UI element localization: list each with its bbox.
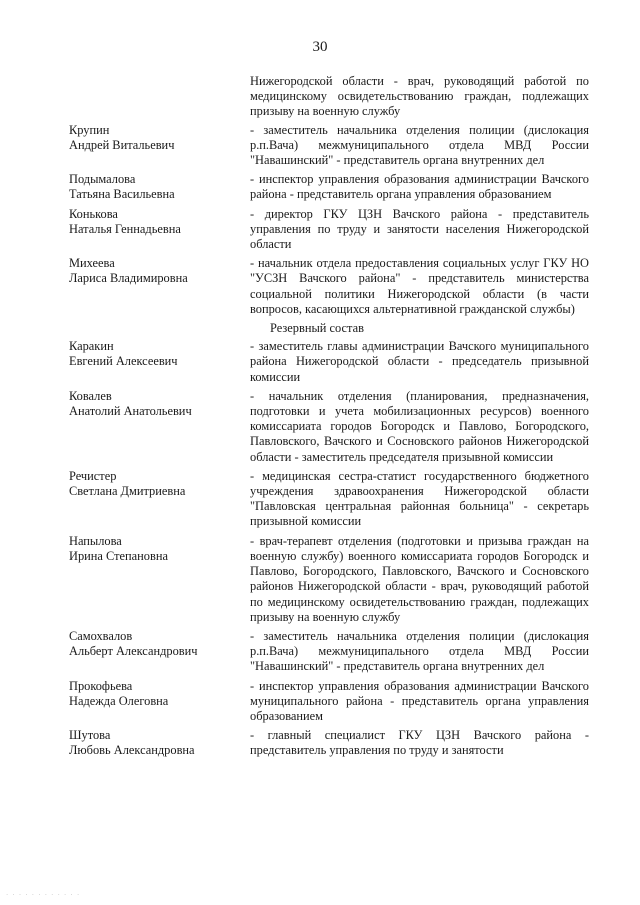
member-entry xyxy=(69,172,589,202)
member-role: - директор ГКУ ЦЗН Вачского района - представитель управления по труду и занятости населения Нижегородской области xyxy=(250,206,589,252)
member-name xyxy=(69,389,250,465)
member-name xyxy=(69,679,250,725)
reserve-entry xyxy=(69,534,589,625)
reserve-entry xyxy=(69,339,589,385)
member-surname: Напылова xyxy=(69,533,122,548)
member-entry xyxy=(69,123,589,169)
reserve-heading: Резервный состав xyxy=(270,321,364,336)
member-given-names: Альберт Александрович xyxy=(69,644,198,659)
member-surname: Ковалев xyxy=(69,388,112,403)
member-role: - инспектор управления образования администрации Вачского района - представитель органа управления образованием xyxy=(250,172,589,202)
member-role: - заместитель начальника отделения полиции (дислокация р.п.Вача) межмуниципального отдела МВД России "Навашинский" - представитель органа внутренних дел xyxy=(250,122,589,168)
member-entry xyxy=(69,256,589,317)
reserve-entry xyxy=(69,629,589,675)
member-role: - врач-терапевт отделения (подготовки и призыва граждан на военную службу) военного комиссариата городов Богородск и Павлово, Богородского, Павловского, Вачского и Сосновского районов Нижегородской области - врач, руководящий работой по медицинскому освидетельствованию граждан, подлежащих призыву на военную службу xyxy=(250,533,589,624)
member-surname: Прокофьева xyxy=(69,678,133,693)
member-surname: Подымалова xyxy=(69,172,136,187)
continuation-text: Нижегородской области - врач, руководящий работой по медицинскому освидетельствованию граждан, подлежащих призыву на военную службу xyxy=(250,74,589,119)
reserve-entry xyxy=(69,469,589,530)
member-surname: Шутова xyxy=(69,728,111,743)
member-name xyxy=(69,172,250,202)
member-surname: Михеева xyxy=(69,256,115,271)
main-members xyxy=(69,123,589,317)
member-surname: Речистер xyxy=(69,468,117,483)
member-name xyxy=(69,207,250,253)
member-name xyxy=(69,728,250,758)
member-name xyxy=(69,629,250,675)
member-given-names: Любовь Александровна xyxy=(69,743,195,758)
member-given-names: Светлана Дмитриевна xyxy=(69,484,186,499)
member-name xyxy=(69,256,250,317)
reserve-entry xyxy=(69,728,589,758)
member-given-names: Анатолий Анатольевич xyxy=(69,404,192,419)
member-name xyxy=(69,534,250,625)
member-given-names: Лариса Владимировна xyxy=(69,271,188,286)
member-given-names: Ирина Степановна xyxy=(69,548,168,563)
member-surname: Самохвалов xyxy=(69,628,133,643)
member-role: - заместитель начальника отделения полиции (дислокация р.п.Вача) межмуниципального отдела МВД России "Навашинский" - представитель органа внутренних дел xyxy=(250,628,589,674)
member-surname: Крупин xyxy=(69,122,110,137)
member-given-names: Надежда Олеговна xyxy=(69,693,169,708)
member-surname: Каракин xyxy=(69,339,114,354)
member-entry xyxy=(69,207,589,253)
member-surname: Конькова xyxy=(69,206,118,221)
page-number: 30 xyxy=(312,39,328,55)
member-role: - инспектор управления образования администрации Вачского муниципального района - представитель органа управления образованием xyxy=(250,678,589,723)
scan-margin-dots: · · · · · · · · · · · · xyxy=(6,891,81,899)
commission-list xyxy=(69,74,589,763)
member-given-names: Евгений Алексеевич xyxy=(69,354,178,369)
member-role: - заместитель главы администрации Вачского муниципального района Нижегородской области - председатель призывной комиссии xyxy=(250,339,589,384)
reserve-entry xyxy=(69,679,589,725)
member-given-names: Наталья Геннадьевна xyxy=(69,221,181,236)
member-name xyxy=(69,123,250,169)
reserve-entry xyxy=(69,389,589,465)
member-role: - начальник отдела предоставления социальных услуг ГКУ НО "УСЗН Вачского района" - представитель министерства социальной политики Нижегородской области (в части вопросов, касающихся альтернативной гражданской службы) xyxy=(250,256,589,316)
reserve-members xyxy=(69,339,589,758)
member-name xyxy=(69,469,250,530)
member-role: - главный специалист ГКУ ЦЗН Вачского района - представитель управления по труду и занятости xyxy=(250,728,589,758)
member-role: - медицинская сестра-статист государственного бюджетного учреждения здравоохранения Нижегородской области "Павловская центральная районная больница" - секретарь призывной комиссии xyxy=(250,468,589,529)
member-name xyxy=(69,339,250,385)
member-given-names: Татьяна Васильевна xyxy=(69,187,175,202)
member-given-names: Андрей Витальевич xyxy=(69,137,175,152)
member-role: - начальник отделения (планирования, предназначения, подготовки и учета мобилизационных ресурсов) военного комиссариата городов Богородск и Павлово, Богородского, Павловского, Вачского и Сосновского районов Нижегородской области - заместитель председателя призывной комиссии xyxy=(250,388,589,464)
